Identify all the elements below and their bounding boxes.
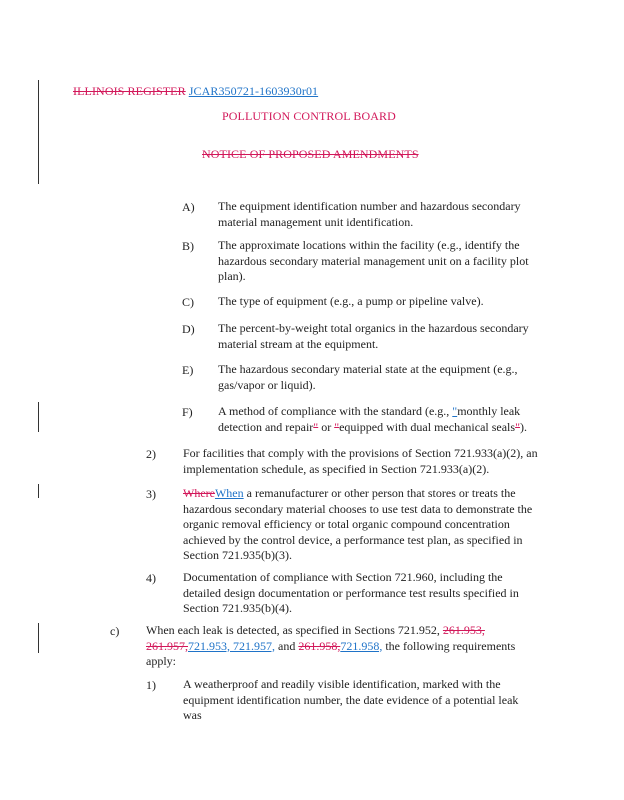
item-text-f: A method of compliance with the standard (e.g., "monthly leak detection and repair" or "equipped with dual mechanical seals"). xyxy=(218,404,527,434)
item-label-c-letter: C) xyxy=(182,295,194,309)
item-label-f: F) xyxy=(182,405,193,419)
item-text-a: The equipment identification number and hazardous secondary material management unit identification. xyxy=(218,199,521,229)
inserted-when: When xyxy=(214,486,244,500)
item-text-e: The hazardous secondary material state at the equipment (e.g., gas/vapor or liquid). xyxy=(218,362,518,392)
change-bar xyxy=(38,623,39,653)
item-text-3: WhereWhen a remanufacturer or other person that stores or treats the hazardous secondary material chooses to use test data to demonstrate the organic removal efficiency or total organic compound concentration achieved by the control device, a performance test plan, as specified in Section 721.935(b)(3). xyxy=(183,486,533,562)
item-label-3: 3) xyxy=(146,487,156,501)
item-text-c: When each leak is detected, as specified in Sections 721.952, 261.953, 261.957,721.953, 721.957, and 261.958,721.958, the following requirements apply: xyxy=(146,623,516,668)
item-text-c-letter: The type of equipment (e.g., a pump or pipeline valve). xyxy=(218,294,484,308)
item-text-4: Documentation of compliance with Section 721.960, including the detailed design documentation or performance test results specified in Section 721.935(b)(4). xyxy=(183,570,519,615)
deleted-where: Where xyxy=(183,486,215,500)
item-label-d: D) xyxy=(182,322,195,336)
change-bar xyxy=(38,80,39,184)
item-label-c1: 1) xyxy=(146,678,156,692)
change-bar xyxy=(38,402,39,432)
item-text-2: For facilities that comply with the provisions of Section 721.933(a)(2), an implementation schedule, as specified in Section 721.933(a)(2). xyxy=(183,446,538,476)
item-label-2: 2) xyxy=(146,447,156,461)
item-label-4: 4) xyxy=(146,571,156,585)
register-deleted: ILLINOIS REGISTER xyxy=(73,84,186,98)
item-text-c1: A weatherproof and readily visible identification, marked with the equipment identification number, the date evidence of a potential leak was xyxy=(183,677,519,722)
register-header xyxy=(73,83,318,99)
notice-title: NOTICE OF PROPOSED AMENDMENTS xyxy=(202,147,419,161)
item-text-d: The percent-by-weight total organics in the hazardous secondary material stream at the equipment. xyxy=(218,321,529,351)
item-label-b: B) xyxy=(182,239,194,253)
item-text-b: The approximate locations within the facility (e.g., identify the hazardous secondary material management unit on a facility plot plan). xyxy=(218,238,529,283)
item-label-c: c) xyxy=(110,624,120,638)
change-bar xyxy=(38,484,39,498)
register-inserted: JCAR350721-1603930r01 xyxy=(188,84,319,98)
board-title: POLLUTION CONTROL BOARD xyxy=(222,109,396,123)
item-label-e: E) xyxy=(182,363,194,377)
item-label-a: A) xyxy=(182,200,195,214)
